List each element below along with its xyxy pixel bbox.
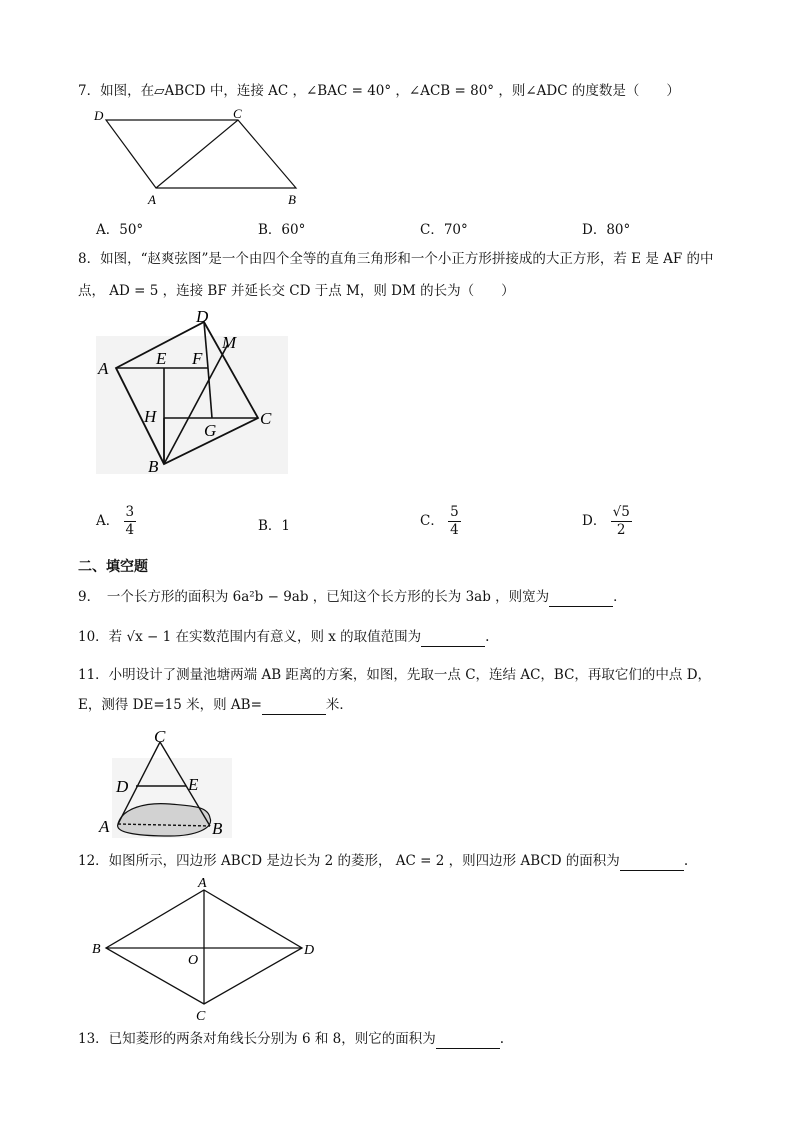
- q9-tail: ．: [613, 589, 627, 605]
- q13-stem: [78, 1030, 504, 1049]
- option-letter: A．: [96, 222, 120, 238]
- q7-label-d: D: [94, 108, 104, 123]
- q8-option-b[interactable]: [258, 514, 290, 534]
- q7-label-a: A: [148, 192, 156, 207]
- fraction-numerator: √5: [612, 504, 630, 520]
- q8-option-c[interactable]: [420, 504, 461, 539]
- q12-text: 12．如图所示，四边形 ABCD 是边长为 2 的菱形， AC = 2 ，则四边形 ABCD 的面积为: [78, 853, 620, 869]
- q12-answer-blank[interactable]: [620, 852, 684, 871]
- q11-label-d: D: [116, 777, 129, 796]
- q7-label-b: B: [288, 192, 296, 207]
- q9-answer-blank[interactable]: [549, 588, 613, 607]
- q12-label-a: A: [198, 876, 207, 891]
- q8-option-d[interactable]: [582, 504, 632, 539]
- option-value: 60°: [281, 222, 306, 238]
- q12-label-c: C: [196, 1009, 206, 1024]
- option-value: 1: [281, 518, 291, 534]
- q10-stem: [78, 628, 489, 647]
- q8-label-g: G: [204, 421, 217, 440]
- q7-diagonal-ac: [156, 120, 238, 188]
- q12-tail: .: [683, 853, 689, 869]
- q7-parallelogram-figure: [88, 104, 318, 210]
- q10-answer-blank[interactable]: [421, 628, 485, 647]
- q9-stem: [78, 588, 627, 607]
- q7-stem: 7．如图，在▱ABCD 中，连接 AC ，∠BAC = 40° ，∠ACB = 80° ，则∠ADC 的度数是（ ）: [78, 83, 680, 99]
- option-letter: C．: [420, 222, 444, 238]
- q7-label-c: C: [233, 106, 242, 121]
- option-letter: B．: [258, 222, 282, 238]
- option-letter: A．: [96, 513, 120, 529]
- q8-label-d: D: [196, 307, 209, 326]
- q8-label-m: M: [222, 333, 237, 352]
- q9-text: 9． 一个长方形的面积为 6a²b − 9ab ，已知这个长方形的长为 3ab ，则宽为: [78, 589, 550, 605]
- q11-label-c: C: [154, 728, 166, 746]
- q11-label-e: E: [188, 775, 199, 794]
- option-value: 80°: [606, 222, 631, 238]
- q10-tail: .: [485, 629, 490, 645]
- q7-option-a[interactable]: [96, 218, 143, 238]
- q8-zhaoshuang-figure: [92, 306, 292, 478]
- q11-label-a: A: [99, 817, 110, 836]
- q11-label-b: B: [212, 819, 223, 838]
- q7-parallelogram-abcd: [106, 120, 296, 188]
- q8-label-h: H: [144, 407, 157, 426]
- q8-label-f: F: [192, 349, 203, 368]
- q11-stem-line2: [78, 696, 353, 715]
- q11-stem-line1: 11．小明设计了测量池塘两端 AB 距离的方案，如图，先取一点 C，连结 AC，BC，再取它们的中点 D，: [78, 667, 712, 683]
- q12-label-o: O: [188, 953, 199, 968]
- option-value: 70°: [443, 222, 468, 238]
- option-value: 50°: [119, 222, 144, 238]
- fraction-denominator: 4: [125, 522, 135, 538]
- fraction-numerator: 3: [125, 504, 135, 520]
- q7-option-c[interactable]: [420, 218, 468, 238]
- q13-text: 13．已知菱形的两条对角线长分别为 6 和 8，则它的面积为: [78, 1031, 436, 1047]
- q8-label-b: B: [148, 457, 159, 476]
- q7-option-d[interactable]: [582, 218, 630, 238]
- fraction-denominator: 2: [616, 522, 626, 538]
- option-fraction: [448, 504, 461, 539]
- q12-rhombus-figure: [86, 874, 326, 1024]
- q11-text: E，测得 DE=15 米，则 AB=: [78, 697, 262, 713]
- q8-stem-line1: 8．如图，“赵爽弦图”是一个由四个全等的直角三角形和一个小正方形拼接成的大正方形，若 E 是 AF 的中: [78, 251, 714, 267]
- q13-tail: .: [499, 1031, 505, 1047]
- q7-option-b[interactable]: [258, 218, 305, 238]
- q8-stem-line2: 点， AD = 5 ，连接 BF 并延长交 CD 于点 M，则 DM 的长为（ ）: [78, 283, 515, 299]
- q12-label-d: D: [304, 943, 315, 958]
- q13-answer-blank[interactable]: [436, 1030, 500, 1049]
- option-letter: D．: [582, 513, 607, 529]
- q8-label-e: E: [156, 349, 167, 368]
- option-letter: B．: [258, 518, 282, 534]
- q12-label-b: B: [92, 942, 101, 957]
- q12-stem: [78, 852, 688, 871]
- option-fraction: [611, 504, 632, 539]
- option-letter: C．: [420, 513, 444, 529]
- q10-text: 10．若 √x − 1 在实数范围内有意义，则 x 的取值范围为: [78, 629, 422, 645]
- q11-tail: 米．: [325, 697, 353, 713]
- q8-option-a[interactable]: [96, 504, 136, 539]
- fraction-denominator: 4: [450, 522, 459, 538]
- option-fraction: [124, 504, 137, 539]
- q11-pond-figure: [96, 728, 236, 838]
- fraction-numerator: 5: [450, 504, 459, 520]
- q8-label-a: A: [98, 359, 109, 378]
- q8-label-c: C: [260, 409, 272, 428]
- section-title: 二、填空题: [78, 559, 148, 575]
- option-letter: D．: [582, 222, 607, 238]
- q11-answer-blank[interactable]: [262, 696, 326, 715]
